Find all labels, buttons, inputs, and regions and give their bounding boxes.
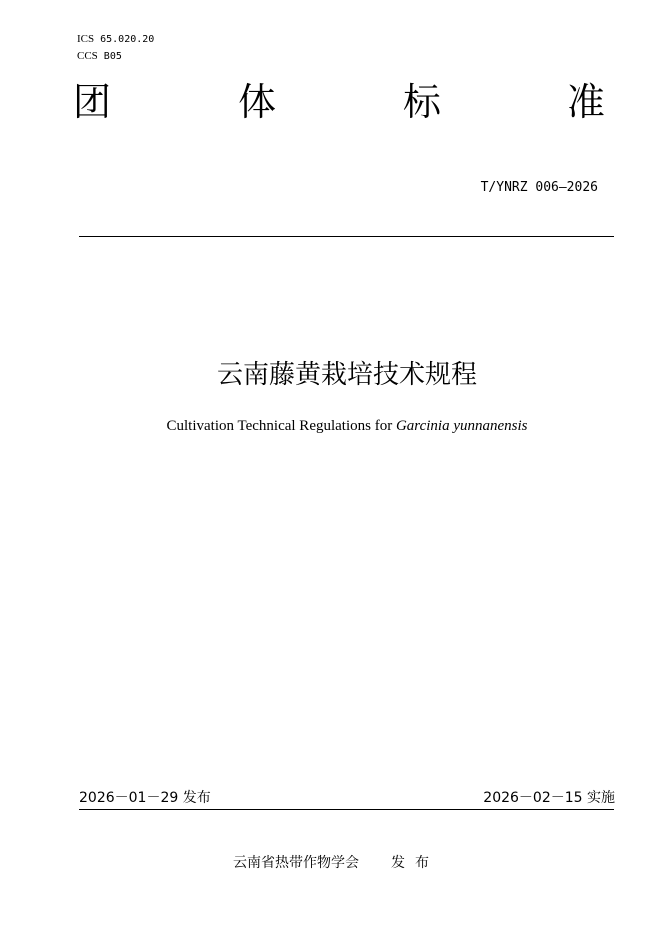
ics-code xyxy=(77,32,154,47)
ccs-code xyxy=(77,49,122,64)
ics-value: 65.020.20 xyxy=(100,34,155,45)
publisher xyxy=(233,854,439,872)
english-title-prefix: Cultivation Technical Regulations for xyxy=(166,418,396,434)
publish-date: 2026－01－29 发布 xyxy=(79,790,211,806)
standard-type-char-1: 团 xyxy=(72,80,111,124)
standard-type-char-2: 体 xyxy=(237,80,276,124)
footer-divider xyxy=(79,809,614,810)
implementation-date: 2026－02－15 实施 xyxy=(483,790,615,806)
standard-number: T/YNRZ 006—2026 xyxy=(480,180,598,195)
publisher-organization: 云南省热带作物学会 xyxy=(233,855,359,871)
header-divider xyxy=(79,236,614,237)
document-title-chinese: 云南藤黄栽培技术规程 xyxy=(216,360,477,390)
ccs-label: CCS xyxy=(77,50,98,62)
ccs-value: B05 xyxy=(103,51,122,62)
document-title-english xyxy=(0,416,662,436)
ics-label: ICS xyxy=(77,33,95,45)
standard-type-char-3: 标 xyxy=(402,80,441,124)
publisher-action: 发布 xyxy=(391,855,439,871)
standard-type-char-4: 准 xyxy=(566,80,605,124)
english-title-species: Garcinia yunnanensis xyxy=(395,418,528,434)
